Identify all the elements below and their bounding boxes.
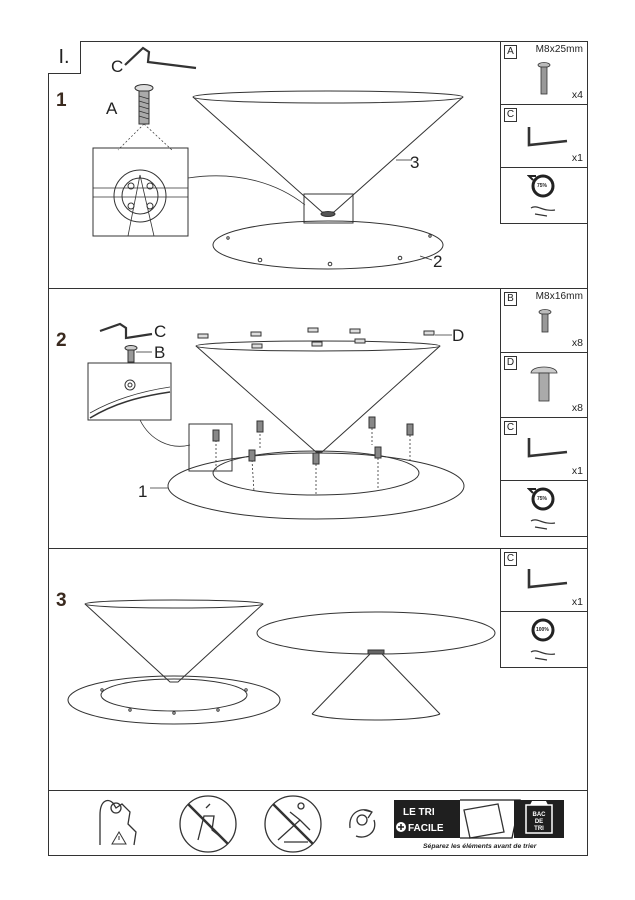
tightness-label: 100% [536,627,549,633]
tightness-label: 75% [537,496,548,502]
triman-icon [350,810,375,837]
warning-person-icon [100,801,136,845]
panel-qty: x1 [571,465,583,477]
panel-letter: A [504,45,517,59]
panel-qty: x4 [571,89,583,101]
step-number-1: 1 [56,90,67,111]
bin-text-1: BAC [532,812,546,818]
facile-text: FACILE [408,823,444,834]
step-number-3: 3 [56,590,67,611]
panel-size: M8x25mm [535,44,583,55]
tightness-label: 75% [537,183,548,189]
step2-label-b: B [154,343,166,362]
le-tri-text: LE TRI [403,807,435,818]
panel-letter: D [504,356,517,370]
step-number-2: 2 [56,330,67,351]
panel-qty: x8 [571,337,583,349]
panel-qty: x1 [571,596,583,608]
bin-text-2: DE [534,819,544,825]
panel-letter: C [504,552,517,566]
step1-label-2: 2 [433,252,443,271]
panel-letter: C [504,421,517,435]
panel-qty: x1 [571,152,583,164]
panel-qty: x8 [571,402,583,414]
sorting-note: Séparez les éléments avant de trier [423,843,537,850]
step2-label-d: D [452,326,465,345]
section-number: I. [48,41,81,74]
no-standing-icon [265,796,321,852]
panel-letter: C [504,108,517,122]
step1-label-a: A [106,99,118,118]
step2-label-c: C [154,322,167,341]
paper-icon [464,804,504,838]
panel-size: M8x16mm [535,291,583,302]
no-sitting-icon [180,796,236,852]
bin-text-3: TRI [534,826,544,832]
panel-letter: B [504,292,517,306]
step1-label-c: C [111,57,124,76]
step2-label-1: 1 [138,482,148,501]
step1-label-3: 3 [410,153,420,172]
